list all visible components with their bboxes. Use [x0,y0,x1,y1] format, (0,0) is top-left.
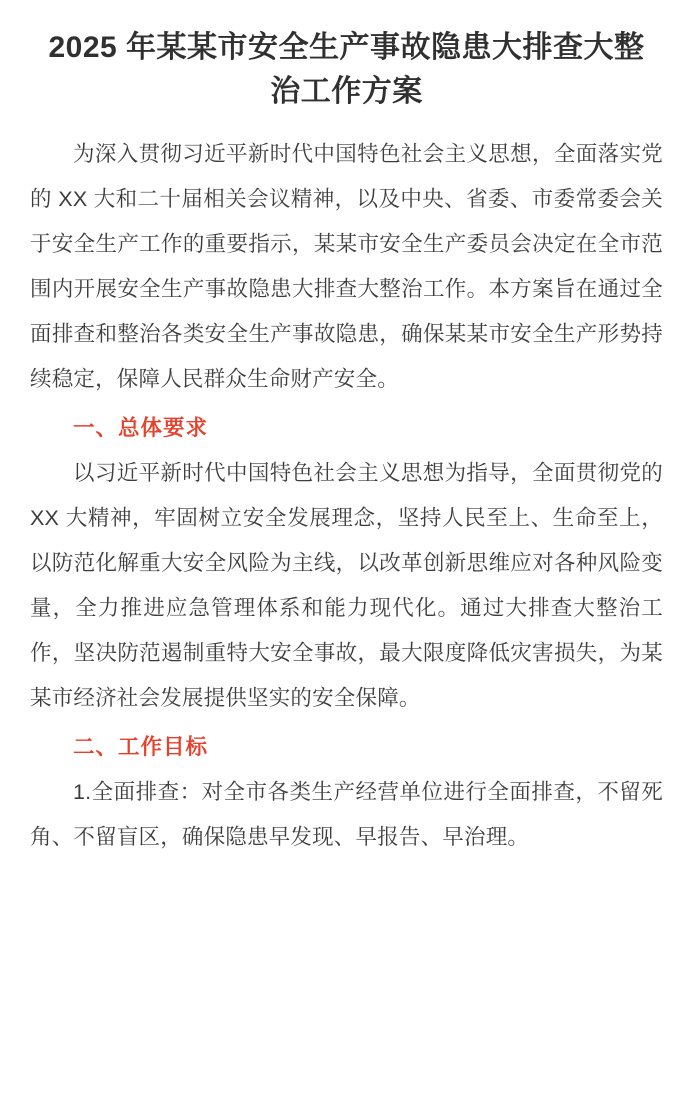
section-heading-1: 一、总体要求 [73,416,209,440]
section-paragraph-1: 以习近平新时代中国特色社会主义思想为指导，全面贯彻党的 XX 大精神，牢固树立安全发展理念，坚持人民至上、生命至上，以防范化解重大安全风险为主线，以改革创新思维应对各种风险变量，全力推进应急管理体系和能力现代化。通过大排查大整治工作，坚决防范遏制重特大安全事故，最大限度降低灾害损失，为某某市经济社会发展提供坚实的安全保障。 [30,461,663,710]
section-heading-2: 二、工作目标 [73,735,209,759]
page-title: 2025 年某某市安全生产事故隐患大排查大整治工作方案 [48,31,645,108]
section-paragraph-2: 1.全面排查：对全市各类生产经营单位进行全面排查，不留死角、不留盲区，确保隐患早发现、早报告、早治理。 [30,780,663,849]
intro-paragraph: 为深入贯彻习近平新时代中国特色社会主义思想，全面落实党的 XX 大和二十届相关会议精神，以及中央、省委、市委常委会关于安全生产工作的重要指示，某某市安全生产委员会决定在全市范围内开展安全生产事故隐患大排查大整治工作。本方案旨在通过全面排查和整治各类安全生产事故隐患，确保某某市安全生产形势持续稳定，保障人民群众生命财产安全。 [30,142,663,391]
